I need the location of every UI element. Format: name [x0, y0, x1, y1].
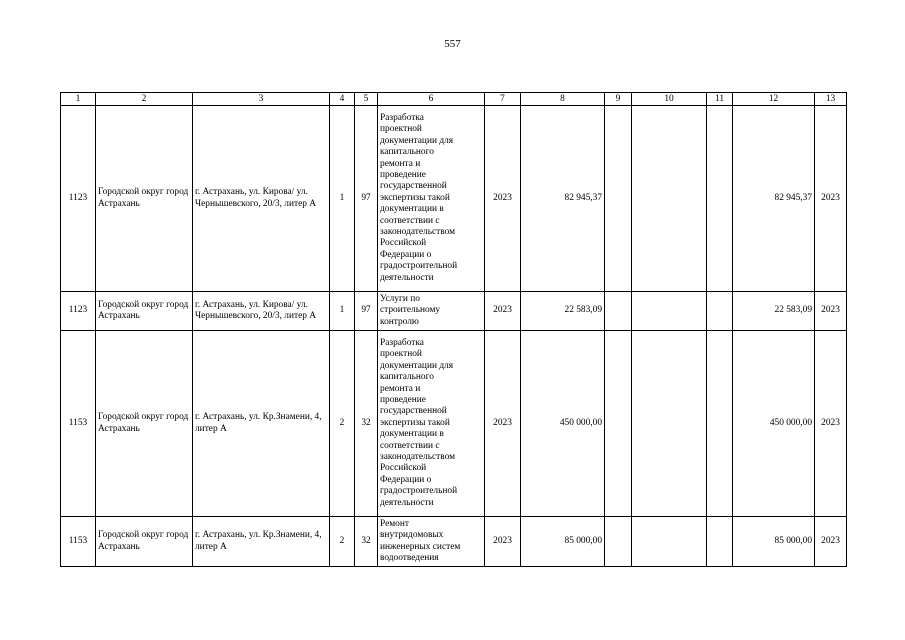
- cell-col1: 1123: [61, 106, 96, 292]
- cell-col5: 32: [355, 331, 378, 517]
- work-line: государственной: [380, 181, 447, 192]
- work-line: документации для: [380, 360, 454, 371]
- cell-col2: Городской округ город Астрахань: [96, 292, 193, 331]
- cell-col13: 2023: [815, 331, 847, 517]
- table-row: [61, 292, 847, 331]
- work-line: экспертизы такой: [380, 192, 450, 203]
- column-header: 6: [378, 93, 485, 106]
- cell-col5: 97: [355, 292, 378, 331]
- work-line: проведение: [380, 394, 426, 405]
- work-line: государственной: [380, 406, 447, 417]
- cell-col6: [378, 292, 485, 331]
- header-row: [61, 93, 847, 106]
- cell-col9: [605, 292, 632, 331]
- cell-col13: 2023: [815, 292, 847, 331]
- cell-col1: 1153: [61, 331, 96, 517]
- column-header: 9: [605, 93, 632, 106]
- work-line: проектной: [380, 349, 422, 360]
- cell-col8: 450 000,00: [521, 331, 605, 517]
- cell-col3: г. Астрахань, ул. Кр.Знамени, 4, литер А: [193, 331, 330, 517]
- work-line: контролю: [380, 316, 419, 327]
- cell-col11: [707, 331, 733, 517]
- column-header: 5: [355, 93, 378, 106]
- work-line: документации для: [380, 135, 454, 146]
- data-table: [60, 92, 847, 567]
- work-line: Ремонт: [380, 518, 409, 529]
- cell-col11: [707, 106, 733, 292]
- cell-col1: 1123: [61, 292, 96, 331]
- cell-col4: 2: [330, 331, 355, 517]
- work-line: градостроительной: [380, 261, 458, 272]
- cell-col5: 32: [355, 517, 378, 567]
- table-row: [61, 331, 847, 517]
- work-line: соответствии с: [380, 440, 440, 451]
- cell-col4: 1: [330, 292, 355, 331]
- cell-col2: Городской округ город Астрахань: [96, 106, 193, 292]
- cell-col8: 82 945,37: [521, 106, 605, 292]
- cell-col9: [605, 517, 632, 567]
- work-line: капитального: [380, 372, 434, 383]
- cell-col10: [632, 106, 707, 292]
- work-line: деятельности: [380, 272, 434, 283]
- cell-col3: г. Астрахань, ул. Кр.Знамени, 4, литер А: [193, 517, 330, 567]
- cell-col2: Городской округ город Астрахань: [96, 517, 193, 567]
- cell-col10: [632, 292, 707, 331]
- work-line: проектной: [380, 124, 422, 135]
- column-header: 8: [521, 93, 605, 106]
- page-number: 557: [444, 38, 461, 50]
- cell-col13: 2023: [815, 106, 847, 292]
- cell-col5: 97: [355, 106, 378, 292]
- column-header: 11: [707, 93, 733, 106]
- work-line: законодательством: [380, 452, 456, 463]
- work-line: проведение: [380, 169, 426, 180]
- cell-col12: 82 945,37: [733, 106, 815, 292]
- cell-col10: [632, 331, 707, 517]
- work-line: документации в: [380, 429, 444, 440]
- work-line: внутридомовых: [380, 530, 444, 541]
- table-row: [61, 517, 847, 567]
- column-header: 12: [733, 93, 815, 106]
- cell-col4: 1: [330, 106, 355, 292]
- cell-col1: 1153: [61, 517, 96, 567]
- column-header: 3: [193, 93, 330, 106]
- work-line: строительному: [380, 305, 441, 316]
- column-header: 1: [61, 93, 96, 106]
- cell-col7: 2023: [485, 292, 521, 331]
- work-line: документации в: [380, 204, 444, 215]
- cell-col7: 2023: [485, 517, 521, 567]
- work-line: Федерации о: [380, 474, 432, 485]
- cell-col7: 2023: [485, 106, 521, 292]
- column-header: 10: [632, 93, 707, 106]
- work-line: соответствии с: [380, 215, 440, 226]
- cell-col6: [378, 106, 485, 292]
- cell-col6: [378, 331, 485, 517]
- table-row: [61, 106, 847, 292]
- work-line: Услуги по: [380, 293, 420, 304]
- cell-col10: [632, 517, 707, 567]
- work-line: деятельности: [380, 497, 434, 508]
- cell-col2: Городской округ город Астрахань: [96, 331, 193, 517]
- work-line: Разработка: [380, 337, 424, 348]
- work-line: ремонта и: [380, 158, 421, 169]
- column-header: 7: [485, 93, 521, 106]
- cell-col6: [378, 517, 485, 567]
- work-line: Федерации о: [380, 249, 432, 260]
- cell-col9: [605, 106, 632, 292]
- cell-col3: г. Астрахань, ул. Кирова/ ул. Чернышевского, 20/3, литер А: [193, 292, 330, 331]
- work-line: Российской: [380, 463, 427, 474]
- work-line: водоотведения: [380, 552, 439, 563]
- work-line: Российской: [380, 238, 427, 249]
- cell-col8: 22 583,09: [521, 292, 605, 331]
- cell-col12: 450 000,00: [733, 331, 815, 517]
- work-line: Разработка: [380, 112, 424, 123]
- cell-col11: [707, 292, 733, 331]
- work-line: инженерных систем: [380, 541, 461, 552]
- work-line: законодательством: [380, 227, 456, 238]
- cell-col9: [605, 331, 632, 517]
- cell-col7: 2023: [485, 331, 521, 517]
- column-header: 2: [96, 93, 193, 106]
- column-header: 13: [815, 93, 847, 106]
- work-line: ремонта и: [380, 383, 421, 394]
- cell-col12: 85 000,00: [733, 517, 815, 567]
- column-header: 4: [330, 93, 355, 106]
- cell-col4: 2: [330, 517, 355, 567]
- cell-col8: 85 000,00: [521, 517, 605, 567]
- work-line: градостроительной: [380, 486, 458, 497]
- cell-col13: 2023: [815, 517, 847, 567]
- cell-col11: [707, 517, 733, 567]
- work-line: капитального: [380, 147, 434, 158]
- work-line: экспертизы такой: [380, 417, 450, 428]
- cell-col12: 22 583,09: [733, 292, 815, 331]
- cell-col3: г. Астрахань, ул. Кирова/ ул. Чернышевского, 20/3, литер А: [193, 106, 330, 292]
